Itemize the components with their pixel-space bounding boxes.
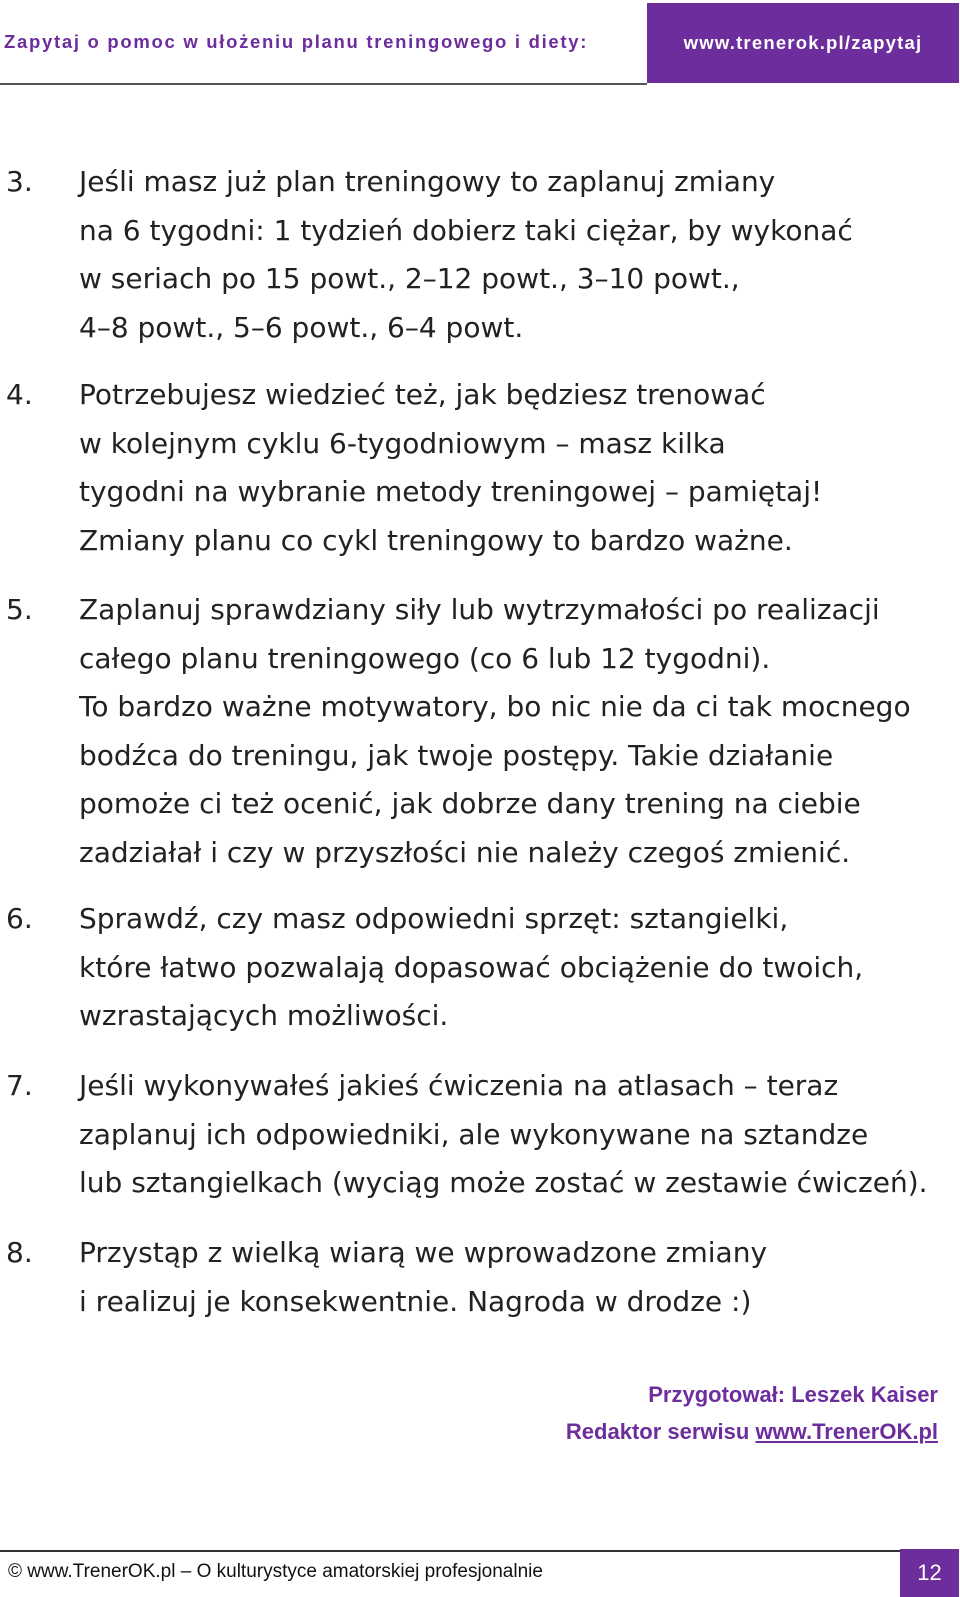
item-line: Potrzebujesz wiedzieć też, jak będziesz trenować [79,378,766,411]
header-prompt: Zapytaj o pomoc w ułożeniu planu treningowego i diety: [4,31,589,52]
item-line: Sprawdź, czy masz odpowiedni sprzęt: sztangielki, [79,902,789,935]
page-number-badge [900,1549,959,1597]
item-line: i realizuj je konsekwentnie. Nagroda w drodze :) [79,1284,752,1318]
page-header [0,0,960,84]
header-link[interactable]: www.trenerok.pl/zapytaj [683,32,923,53]
footer-copyright: © www.TrenerOK.pl – O kulturystyce amatorskiej profesjonalnie [8,1561,543,1582]
item-number: 8. [6,1236,33,1269]
editor-credit [338,1419,938,1445]
editor-site-link[interactable]: www.TrenerOK.pl [755,1419,938,1444]
item-line: wzrastających możliwości. [79,999,449,1032]
item-line: Jeśli masz już plan treningowy to zaplanuj zmiany [79,165,776,198]
item-number: 3. [6,165,33,198]
item-line: które łatwo pozwalają dopasować obciążenie do twoich, [79,950,864,984]
item-text [79,586,911,877]
page-number: 12 [917,1560,942,1585]
item-number: 7. [6,1069,33,1102]
item-line: Przystąp z wielką wiarą we wprowadzone zmiany [79,1236,768,1269]
author-credit: Przygotował: Leszek Kaiser [648,1382,938,1407]
item-text [79,1229,767,1326]
header-link-box[interactable] [647,3,959,83]
item-number: 5. [6,593,33,626]
item-number: 6. [6,902,33,935]
item-line: w seriach po 15 powt., 2–12 powt., 3–10 powt., [79,262,740,295]
item-line: bodźca do treningu, jak twoje postępy. Takie działanie [79,738,834,772]
item-line: na 6 tygodni: 1 tydzień dobierz taki ciężar, by wykonać [79,213,853,247]
item-text [79,371,822,565]
item-number: 4. [6,378,33,411]
item-text [79,158,853,352]
item-line: Jeśli wykonywałeś jakieś ćwiczenia na atlasach – teraz [79,1069,839,1102]
item-line: całego planu treningowego (co 6 lub 12 tygodni). [79,641,771,675]
header-divider [0,83,647,85]
item-line: To bardzo ważne motywatory, bo nic nie da ci tak mocnego [79,690,911,723]
item-text [79,1062,928,1208]
item-line: Zmiany planu co cykl treningowy to bardzo ważne. [79,523,793,557]
item-line: tygodni na wybranie metody treningowej – pamiętaj! [79,475,823,508]
item-line: zaplanuj ich odpowiedniki, ale wykonywane na sztandze [79,1117,869,1151]
editor-label: Redaktor serwisu [565,1419,750,1444]
item-line: w kolejnym cyklu 6-tygodniowym – masz kilka [79,426,726,460]
item-line: zadziałał i czy w przyszłości nie należy czegoś zmienić. [79,835,851,869]
item-line: pomoże ci też ocenić, jak dobrze dany trening na ciebie [79,787,861,820]
item-line: Zaplanuj sprawdziany siły lub wytrzymałości po realizacji [79,593,880,626]
item-line: lub sztangielkach (wyciąg może zostać w zestawie ćwiczeń). [79,1166,928,1199]
item-line: 4–8 powt., 5–6 powt., 6–4 powt. [79,310,524,344]
item-text [79,895,863,1041]
footer-divider [0,1550,900,1552]
